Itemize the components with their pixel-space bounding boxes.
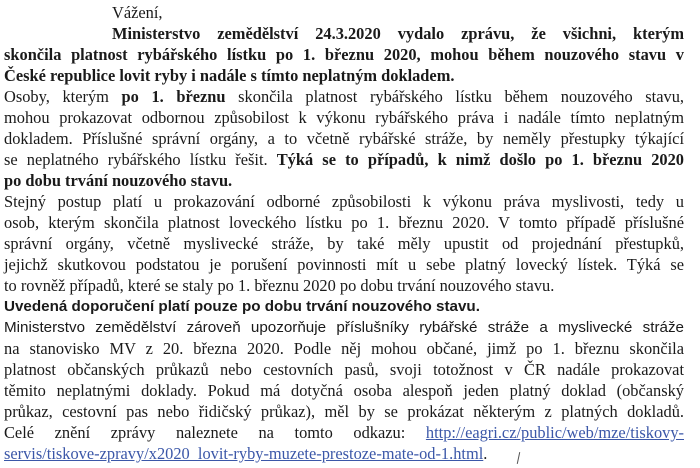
- intro-line-3: České republice lovit ryby i nadále s tímto neplatným dokladem.: [4, 66, 455, 85]
- emphasis-span: po 1. březnu: [121, 87, 226, 106]
- paragraph-3-line-4: těmito neplatnými doklady. Pokud má dotyčná osoba alespoň jeden platný doklad (občanský: [4, 381, 684, 400]
- link-line-2: [4, 443, 684, 465]
- paragraph-1-line-3: dokladem. Příslušné správní orgány, a to včetně rybářské stráže, by neměly přestupky týkající: [4, 129, 684, 148]
- emphasis-span: Týká se to případů, k nimž došlo po 1. březnu 2020: [276, 150, 684, 169]
- paragraph-1-line-5: po dobu trvání nouzového stavu.: [4, 171, 233, 190]
- paragraph-3-line-2: na stanovisko MV z 20. března 2020. Podle něj mohou občané, jimž po 1. březnu skončila: [4, 339, 684, 358]
- intro-line-1: Ministerstvo zemědělství 24.3.2020 vydalo zprávu, že všichni, kterým: [112, 24, 684, 43]
- paragraph-2-line-5: to rovněž případů, které se staly po 1. březnu 2020 po dobu trvání nouzového stavu.: [4, 276, 555, 295]
- text-span: se neplatného rybářského lístku řešit.: [4, 150, 277, 169]
- paragraph-2-line-2: osob, kterým skončila platnost loveckého lístku po 1. březnu 2020. V tomto případě příslušné: [4, 213, 684, 232]
- paragraph-1-line-4: [4, 149, 684, 171]
- paragraph-3-line-1: Ministerstvo zemědělství zároveň upozorňuje příslušníky rybářské stráže a myslivecké stráže: [4, 319, 684, 336]
- validity-note: Uvedená doporučení platí pouze po dobu trvání nouzového stavu.: [4, 298, 480, 315]
- paragraph-1-line-2: mohou prokazovat odbornou způsobilost k výkonu rybářského práva i nadále tímto neplatným: [4, 108, 684, 127]
- text-span: Osoby, kterým: [4, 87, 122, 106]
- paragraph-2-line-3: správní orgány, včetně myslivecké stráže, by také měly upustit od projednání přestupků,: [4, 234, 684, 253]
- link-line-1: [4, 422, 684, 444]
- paragraph-3-line-5: průkaz, cestovní pas nebo řidičský průkaz), měl by se prokázat některým z platných dokladů.: [4, 402, 684, 421]
- press-release-link[interactable]: http://eagri.cz/public/web/mze/tiskovy-: [425, 423, 684, 442]
- paragraph-3-line-3: platnost občanských průkazů nebo cestovních pasů, svoji totožnost v ČR nadále prokazovat: [4, 360, 684, 379]
- paragraph-2-line-1: Stejný postup platí u prokazování odborné způsobilosti k výkonu práva myslivosti, tedy u: [4, 192, 684, 211]
- paragraph-2-line-4: jejichž skutkovou podstatou je porušení povinnosti mít u sebe platný lovecký lístek. Týká se: [4, 255, 684, 274]
- text-span: skončila platnost rybářského lístku během nouzového stavu,: [225, 87, 684, 106]
- press-release-link-continued[interactable]: servis/tiskove-zpravy/x2020_lovit-ryby-muzete-prestoze-mate-od-1.html: [4, 444, 484, 463]
- intro-line-2: skončila platnost rybářského lístku po 1. březnu 2020, mohou během nouzového stavu v: [4, 45, 684, 64]
- text-span: .: [483, 444, 488, 463]
- text-span: Celé znění zprávy naleznete na tomto odkazu:: [4, 423, 426, 442]
- paragraph-1-line-1: [4, 86, 684, 108]
- salutation: Vážení,: [112, 3, 163, 22]
